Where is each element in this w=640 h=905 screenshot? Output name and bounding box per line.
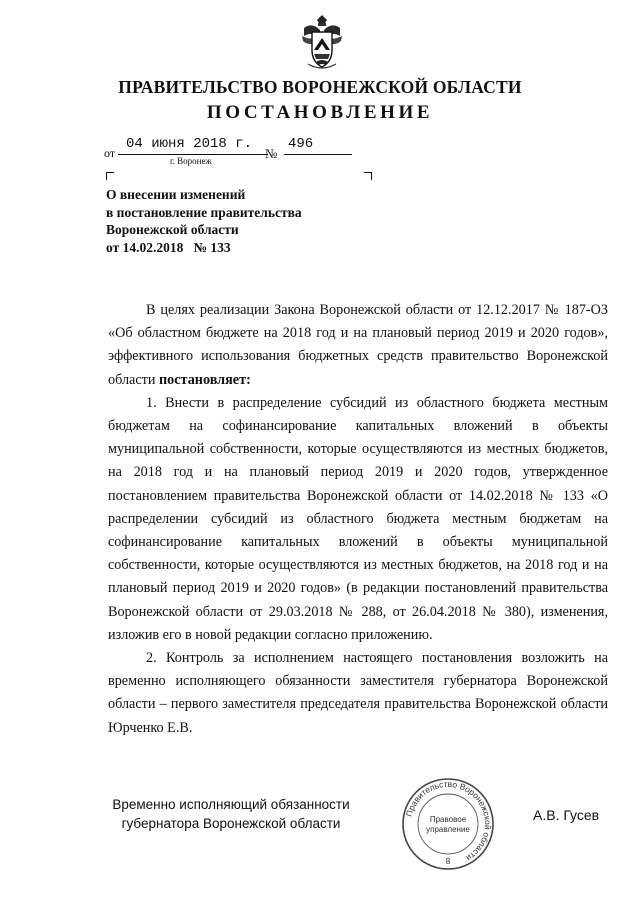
signer-position-line: губернатора Воронежской области [121, 816, 341, 831]
signer-name: А.В. Гусев [533, 807, 600, 823]
document-body [108, 299, 608, 740]
intro-colon: : [246, 371, 251, 388]
corner-bracket-left [106, 172, 114, 180]
intro-text: В целях реализации Закона Воронежской области от 12.12.2017 № 187-ОЗ «Об областном бюджете на 2018 год и на плановый период 2019 и 2020 годов», эффективного использования бюджетных средств правительство Воронежской области [108, 302, 608, 388]
body-intro-paragraph [108, 299, 608, 392]
subject-line: от 14.02.2018 № 133 [106, 239, 231, 255]
signer-position [106, 795, 356, 833]
body-item-1: 1. Внести в распределение субсидий из областного бюджета местным бюджетам на софинансирование капитальных вложений в объекты муниципальной собственности, которые осуществляются из местных бюджетов, на 2018 год и на плановый период 2019 и 2020 годов, утвержденное постановлением правительства Воронежской области от 14.02.2018 № 133 «О распределении субсидий из областного бюджета местным бюджетам на софинансирование капитальных вложений в объекты муниципальной собственности, которые осуществляются из местных бюджетов, на 2018 год и на плановый период 2019 и 2020 годов» (в редакции постановлений правительства Воронежской области от 29.03.2018 № 288, от 26.04.2018 № 380), изменения, изложив его в новой редакции согласно приложению. [108, 394, 608, 643]
subject-line: в постановление правительства [106, 204, 302, 220]
document-date: 04 июня 2018 г. [118, 136, 268, 155]
signer-position-line: Временно исполняющий обязанности [112, 797, 350, 812]
document-subject [106, 186, 302, 256]
stamp-center-line: Правовое [429, 815, 467, 824]
coat-of-arms-icon [300, 14, 344, 72]
government-title: ПРАВИТЕЛЬСТВО ВОРОНЕЖСКОЙ ОБЛАСТИ [118, 77, 522, 97]
date-prefix: от [104, 146, 116, 160]
intro-resolves: постановляет [158, 371, 247, 388]
subject-line: Воронежской области [106, 222, 239, 237]
body-item-2: 2. Контроль за исполнением настоящего постановления возложить на временно исполняющего обязанности заместителя губернатора Воронежской области – первого заместителя председателя правительства Воронежской области Юрченко Е.В. [108, 650, 608, 736]
corner-bracket-right [364, 172, 372, 180]
document-city: г. Воронеж [170, 156, 212, 166]
subject-line: О внесении изменений [106, 187, 246, 202]
document-type-title: ПОСТАНОВЛЕНИЕ [206, 102, 434, 123]
document-number: 496 [284, 136, 352, 155]
stamp-ring-text: Правительство Воронежской области [403, 778, 494, 864]
stamp-center-line: управление [426, 825, 470, 834]
number-prefix: № [265, 146, 278, 161]
stamp-bottom-mark: 8 [445, 857, 451, 866]
official-stamp-icon [401, 777, 495, 871]
